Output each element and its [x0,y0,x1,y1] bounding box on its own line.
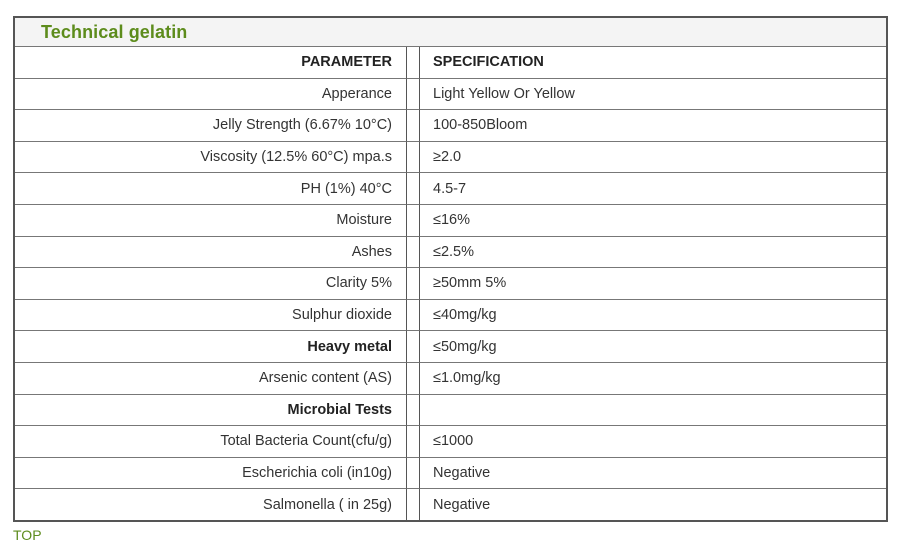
table-row [15,395,886,427]
spec-table-frame [13,16,888,522]
row-parameter: Arsenic content (AS) [15,363,407,395]
table-row [15,300,886,332]
table-title: Technical gelatin [41,22,188,42]
column-gap [407,363,420,395]
column-gap [407,110,420,142]
row-parameter: Apperance [15,79,407,111]
row-specification: ≥50mm 5% [420,268,886,300]
table-row [15,205,886,237]
top-link[interactable]: TOP [13,527,42,543]
row-parameter: Escherichia coli (in10g) [15,458,407,490]
row-specification: ≤1000 [420,426,886,458]
table-title-bar [15,18,886,47]
column-gap [407,79,420,111]
column-gap [407,458,420,490]
table-header-row [15,47,886,79]
spec-table [15,47,886,520]
row-specification: ≤50mg/kg [420,331,886,363]
row-specification: Negative [433,496,491,513]
row-specification: ≤2.5% [420,237,886,269]
row-specification: ≤1.0mg/kg [420,363,886,395]
row-parameter: Jelly Strength (6.67% 10°C) [15,110,407,142]
row-parameter: Heavy metal [15,331,407,363]
table-row [15,458,886,490]
row-parameter: Salmonella ( in 25g) [15,489,407,520]
header-specification: SPECIFICATION [420,47,886,79]
column-gap [407,142,420,174]
table-row [15,237,886,269]
column-gap [407,205,420,237]
table-row [15,79,886,111]
table-row [15,173,886,205]
column-gap [407,395,420,427]
column-gap [407,489,420,520]
row-specification: ≥2.0 [420,142,886,174]
row-specification: Light Yellow Or Yellow [420,79,886,111]
row-specification: Negative [420,458,886,490]
column-gap [407,300,420,332]
row-specification: 4.5-7 [420,173,886,205]
row-specification: ≤40mg/kg [420,300,886,332]
row-specification [420,395,886,427]
column-gap [407,268,420,300]
row-parameter: PH (1%) 40°C [15,173,407,205]
table-row [15,426,886,458]
row-specification: 100-850Bloom [420,110,886,142]
table-row [15,268,886,300]
row-parameter: Total Bacteria Count(cfu/g) [15,426,407,458]
row-specification: ≤16% [420,205,886,237]
column-gap [407,237,420,269]
row-parameter: Ashes [15,237,407,269]
row-parameter: Moisture [15,205,407,237]
table-row [15,331,886,363]
column-gap [407,426,420,458]
row-parameter: Clarity 5% [15,268,407,300]
header-parameter: PARAMETER [15,47,407,79]
table-row [15,142,886,174]
table-row [15,110,886,142]
row-parameter: Microbial Tests [15,395,407,427]
row-parameter: Sulphur dioxide [15,300,407,332]
column-gap [407,47,420,79]
column-gap [407,331,420,363]
table-row [15,363,886,395]
table-row [15,489,886,520]
column-gap [407,173,420,205]
row-parameter: Viscosity (12.5% 60°C) mpa.s [15,142,407,174]
